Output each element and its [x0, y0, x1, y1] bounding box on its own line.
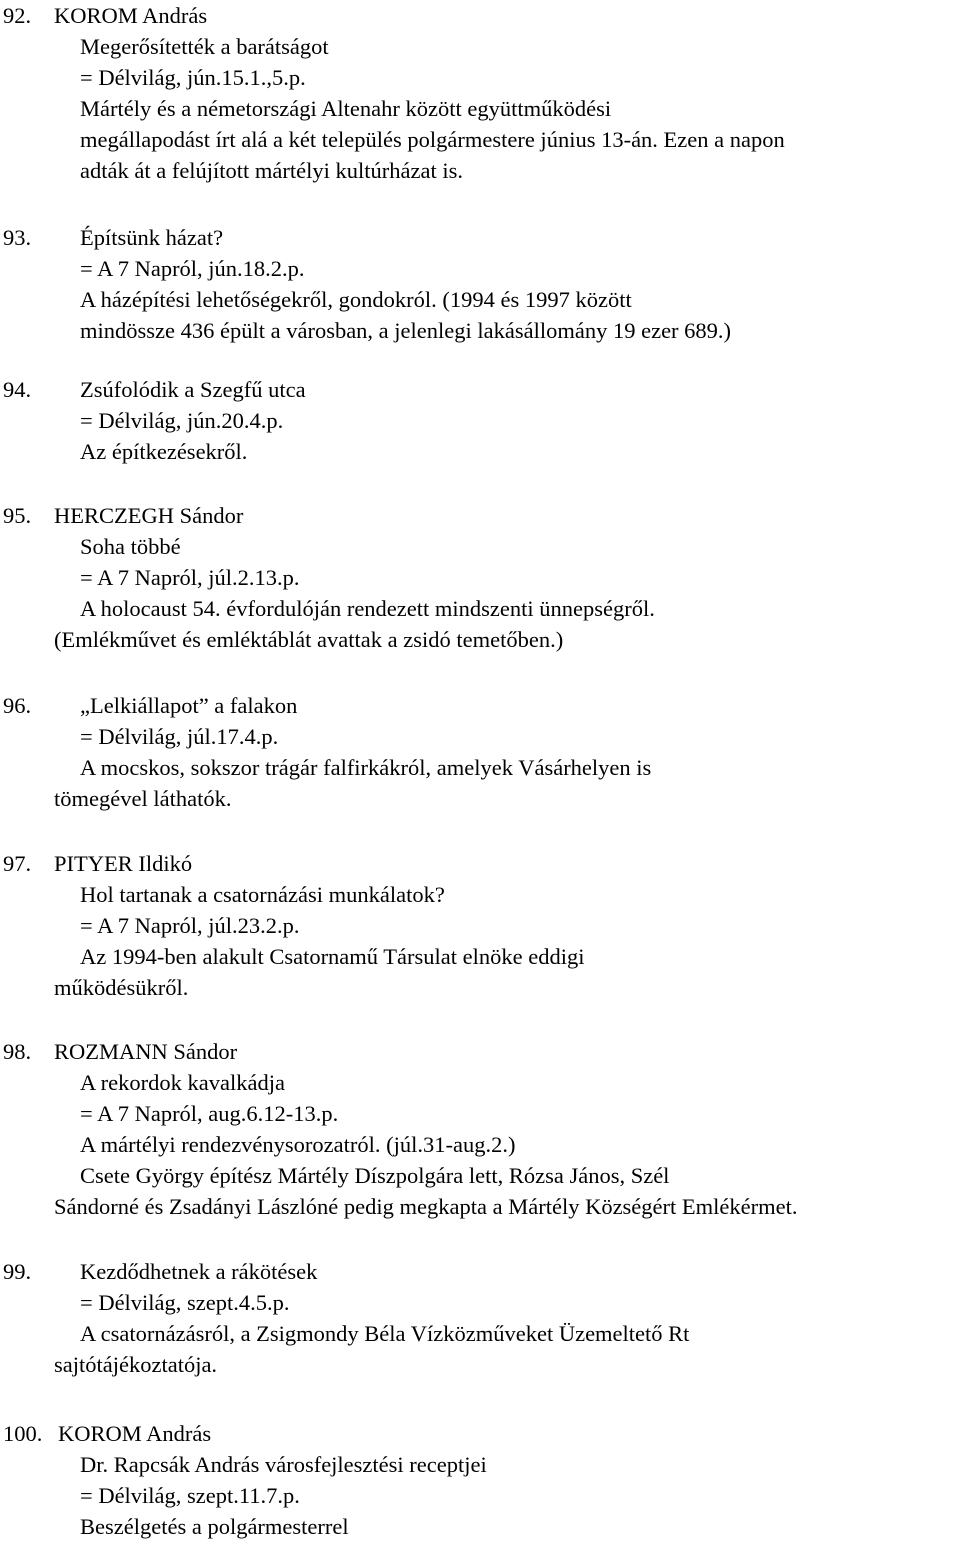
- entry-line: [0, 1129, 960, 1160]
- bibliography-entry: [0, 1418, 960, 1542]
- entry-line-text: Mártély és a németországi Altenahr között együttműködési: [80, 96, 612, 121]
- entry-line: [0, 1480, 960, 1511]
- entry-line-text: = A 7 Napról, júl.2.13.p.: [80, 565, 300, 590]
- entry-heading: HERCZEGH Sándor: [54, 503, 244, 528]
- bibliography-entry: [0, 374, 960, 467]
- entry-line: [0, 1318, 960, 1349]
- entry-line: [0, 562, 960, 593]
- entry-heading: Kezdődhetnek a rákötések: [80, 1259, 318, 1284]
- entry-heading-line: [0, 1418, 960, 1449]
- entry-number: 98.: [3, 1039, 32, 1064]
- entry-line-text: Az építkezésekről.: [80, 439, 248, 464]
- entry-line-text: A csatornázásról, a Zsigmondy Béla Vízközműveket Üzemeltető Rt: [80, 1321, 690, 1346]
- entry-line-text: mindössze 436 épült a városban, a jelenlegi lakásállomány 19 ezer 689.): [80, 318, 732, 343]
- entry-line: [0, 593, 960, 624]
- entry-heading-line: [0, 500, 960, 531]
- entry-line-text: Soha többé: [80, 534, 181, 559]
- entry-heading: „Lelkiállapot” a falakon: [80, 693, 298, 718]
- bibliography-entry: [0, 0, 960, 186]
- entry-number: 95.: [3, 503, 32, 528]
- entry-heading: KOROM András: [54, 3, 208, 28]
- entry-line-text: Dr. Rapcsák András városfejlesztési receptjei: [80, 1452, 487, 1477]
- entry-line-text: A mártélyi rendezvénysorozatról. (júl.31-aug.2.): [80, 1132, 516, 1157]
- entry-line: [0, 436, 960, 467]
- entry-line-text: megállapodást írt alá a két település polgármestere június 13-án. Ezen a napon: [80, 127, 785, 152]
- entry-line: [0, 941, 960, 972]
- entry-line: [0, 405, 960, 436]
- entry-line: [0, 1449, 960, 1480]
- entry-line-text: A mocskos, sokszor trágár falfirkákról, amelyek Vásárhelyen is: [80, 755, 652, 780]
- entry-line-text: Beszélgetés a polgármesterrel: [80, 1514, 349, 1539]
- entry-line: [0, 879, 960, 910]
- entry-heading: Építsünk házat?: [80, 225, 224, 250]
- entry-line: [0, 155, 960, 186]
- entry-heading-line: [0, 0, 960, 31]
- entry-line: [0, 531, 960, 562]
- entry-line: [0, 1067, 960, 1098]
- entry-line: [0, 783, 960, 814]
- entry-line-text: (Emlékművet és emléktáblát avattak a zsidó temetőben.): [54, 627, 564, 652]
- entry-line-text: Megerősítették a barátságot: [80, 34, 329, 59]
- entry-line: [0, 752, 960, 783]
- entry-line-text: = Délvilág, jún.15.1.,5.p.: [80, 65, 306, 90]
- entry-line: [0, 910, 960, 941]
- entry-line-text: tömegével láthatók.: [54, 786, 232, 811]
- bibliography-entry: [0, 222, 960, 346]
- entry-heading-line: [0, 1256, 960, 1287]
- entry-line-text: Sándorné és Zsadányi Lászlóné pedig megkapta a Mártély Községért Emlékérmet.: [54, 1194, 798, 1219]
- entry-line: [0, 93, 960, 124]
- entry-line: [0, 1160, 960, 1191]
- entry-line-text: = Délvilág, szept.4.5.p.: [80, 1290, 290, 1315]
- entry-line: [0, 1287, 960, 1318]
- bibliography-entry: [0, 690, 960, 814]
- entry-line-text: = Délvilág, júl.17.4.p.: [80, 724, 279, 749]
- entry-line: [0, 284, 960, 315]
- entry-heading-line: [0, 374, 960, 405]
- entry-line-text: Csete György építész Mártély Díszpolgára lett, Rózsa János, Szél: [80, 1163, 670, 1188]
- entry-line: [0, 1098, 960, 1129]
- bibliography-entry: [0, 500, 960, 655]
- entry-heading: PITYER Ildikó: [54, 851, 193, 876]
- entry-line-text: Az 1994-ben alakult Csatornamű Társulat elnöke eddigi: [80, 944, 585, 969]
- entry-line-text: működésükről.: [54, 975, 189, 1000]
- entry-line-text: adták át a felújított mártélyi kultúrházat is.: [80, 158, 463, 183]
- entry-line: [0, 124, 960, 155]
- entry-heading: ROZMANN Sándor: [54, 1039, 238, 1064]
- bibliography-entry: [0, 1256, 960, 1380]
- entry-line: [0, 1511, 960, 1542]
- entry-line: [0, 972, 960, 1003]
- entry-line-text: = Délvilág, szept.11.7.p.: [80, 1483, 300, 1508]
- entry-line-text: A holocaust 54. évfordulóján rendezett mindszenti ünnepségről.: [80, 596, 655, 621]
- entry-number: 100.: [3, 1421, 43, 1446]
- entry-line-text: A házépítési lehetőségekről, gondokról. (1994 és 1997 között: [80, 287, 632, 312]
- entry-line-text: = Délvilág, jún.20.4.p.: [80, 408, 284, 433]
- entry-heading-line: [0, 848, 960, 879]
- entry-number: 93.: [3, 225, 32, 250]
- entry-number: 94.: [3, 377, 32, 402]
- entry-number: 96.: [3, 693, 32, 718]
- entry-line: [0, 31, 960, 62]
- entry-line: [0, 624, 960, 655]
- entry-heading-line: [0, 1036, 960, 1067]
- entry-line: [0, 721, 960, 752]
- entry-heading-line: [0, 690, 960, 721]
- bibliography-entry: [0, 848, 960, 1003]
- entry-line-text: Hol tartanak a csatornázási munkálatok?: [80, 882, 445, 907]
- entry-line: [0, 62, 960, 93]
- entry-line-text: sajtótájékoztatója.: [54, 1352, 218, 1377]
- entry-line-text: = A 7 Napról, jún.18.2.p.: [80, 256, 305, 281]
- entry-line: [0, 1349, 960, 1380]
- entry-line: [0, 253, 960, 284]
- entry-number: 92.: [3, 3, 32, 28]
- entry-line-text: A rekordok kavalkádja: [80, 1070, 285, 1095]
- entry-line-text: = A 7 Napról, júl.23.2.p.: [80, 913, 300, 938]
- entry-line: [0, 315, 960, 346]
- entry-line: [0, 1191, 960, 1222]
- entry-heading-line: [0, 222, 960, 253]
- entry-line-text: = A 7 Napról, aug.6.12-13.p.: [80, 1101, 339, 1126]
- entry-heading: Zsúfolódik a Szegfű utca: [80, 377, 306, 402]
- entry-heading: KOROM András: [58, 1421, 212, 1446]
- bibliography-entry: [0, 1036, 960, 1222]
- entry-number: 99.: [3, 1259, 32, 1284]
- entry-number: 97.: [3, 851, 32, 876]
